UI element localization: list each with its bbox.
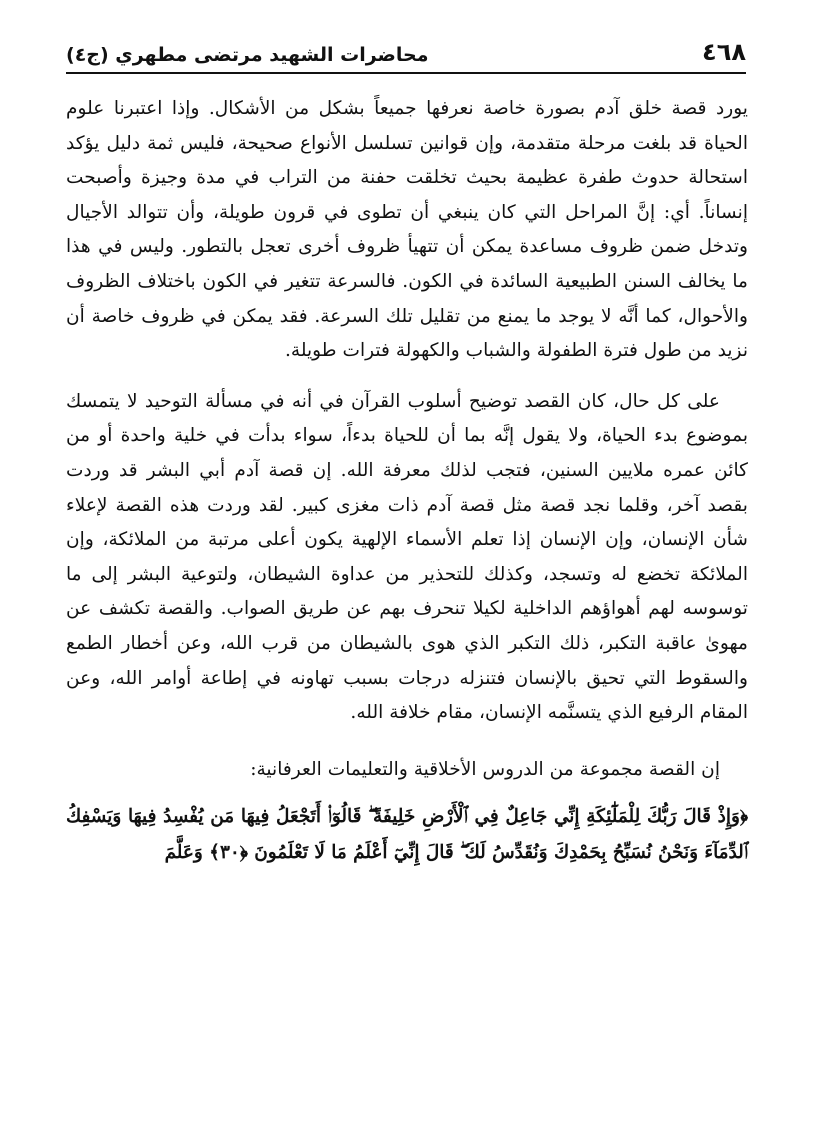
quran-verse: ﴿وَإِذْ قَالَ رَبُّكَ لِلْمَلَٰٓئِكَةِ إِنِّي جَاعِلٌ فِي ٱلْأَرْضِ خَلِيفَةً ۖ قَالُوٓا۟ أَتَجْعَلُ فِيهَا مَن يُفْسِدُ فِيهَا وَيَسْفِكُ ٱلدِّمَآءَ وَنَحْنُ نُسَبِّحُ بِحَمْدِكَ وَنُقَدِّسُ لَكَ ۖ قَالَ إِنِّيٓ أَعْلَمُ مَا لَا تَعْلَمُونَ ﴿٣٠﴾ وَعَلَّمَ [66,806,748,864]
page-number: ٤٦٨ [702,38,746,66]
page-header [66,28,746,66]
paragraph-1: يورد قصة خلق آدم بصورة خاصة نعرفها جميعاً بشكل من الأشكال. وإذا اعتبرنا علوم الحياة قد بلغت مرحلة متقدمة، وإن قوانين تسلسل الأنواع صحيحة، فليس ثمة دليل يؤكد استحالة حدوث طفرة عظيمة بحيث تخلقت حفنة من التراب في مدة وجيزة وأصبحت إنساناً. أي: إنَّ المراحل التي كان ينبغي أن تطوى في قرون طويلة، وأن تتوالد الأجيال وتدخل ضمن ظروف مساعدة يمكن أن تتهيأ ظروف أخرى تعجل بالتطور. وليس في هذا ما يخالف السنن الطبيعية السائدة في الكون. فالسرعة تتغير في الكون باختلاف الظروف والأحوال، كما أنَّه لا يوجد ما يمنع من تقليل تلك السرعة. فقد يمكن في ظروف خاصة أن نزيد من طول فترة الطفولة والشباب والكهولة فترات طويلة. [66,98,748,362]
page-body [66,92,748,871]
running-title: محاضرات الشهيد مرتضى مطهري (ج٤) [66,44,429,66]
paragraph-2: على كل حال، كان القصد توضيح أسلوب القرآن في أنه في مسألة التوحيد لا يتمسك بموضوع بدء الحياة، ولا يقول إنَّه بما أن للحياة بدءاً، سواء بدأت في خلية واحدة أو من كائن عمره ملايين السنين، فتجب لذلك معرفة الله. إن قصة آدم أبي البشر قد وردت بقصد آخر، وقلما نجد قصة مثل قصة آدم ذات مغزى كبير. لقد وردت هذه القصة لإعلاء شأن الإنسان، وإن الإنسان إذا تعلم الأسماء الإلهية يكون أعلى مرتبة من الملائكة، وإن الملائكة تخضع له وتسجد، وكذلك للتحذير من عداوة الشيطان، ولتوعية البشر إلى ما توسوسه لهم أهواؤهم الداخلية لكيلا تنحرف بهم عن طريق الصواب. والقصة تكشف عن مهوىٰ عاقبة التكبر، ذلك التكبر الذي هوى بالشيطان من قرب الله، وعن أخطار الطمع والسقوط التي تحيق بالإنسان فتنزله درجات بسبب تهاونه في إطاعة أوامر الله، وعن المقام الرفيع الذي يتسنَّمه الإنسان، مقام خلافة الله. [66,390,748,724]
header-rule [66,72,746,74]
lead-in-line: إن القصة مجموعة من الدروس الأخلاقية والتعليمات العرفانية: [250,758,720,780]
